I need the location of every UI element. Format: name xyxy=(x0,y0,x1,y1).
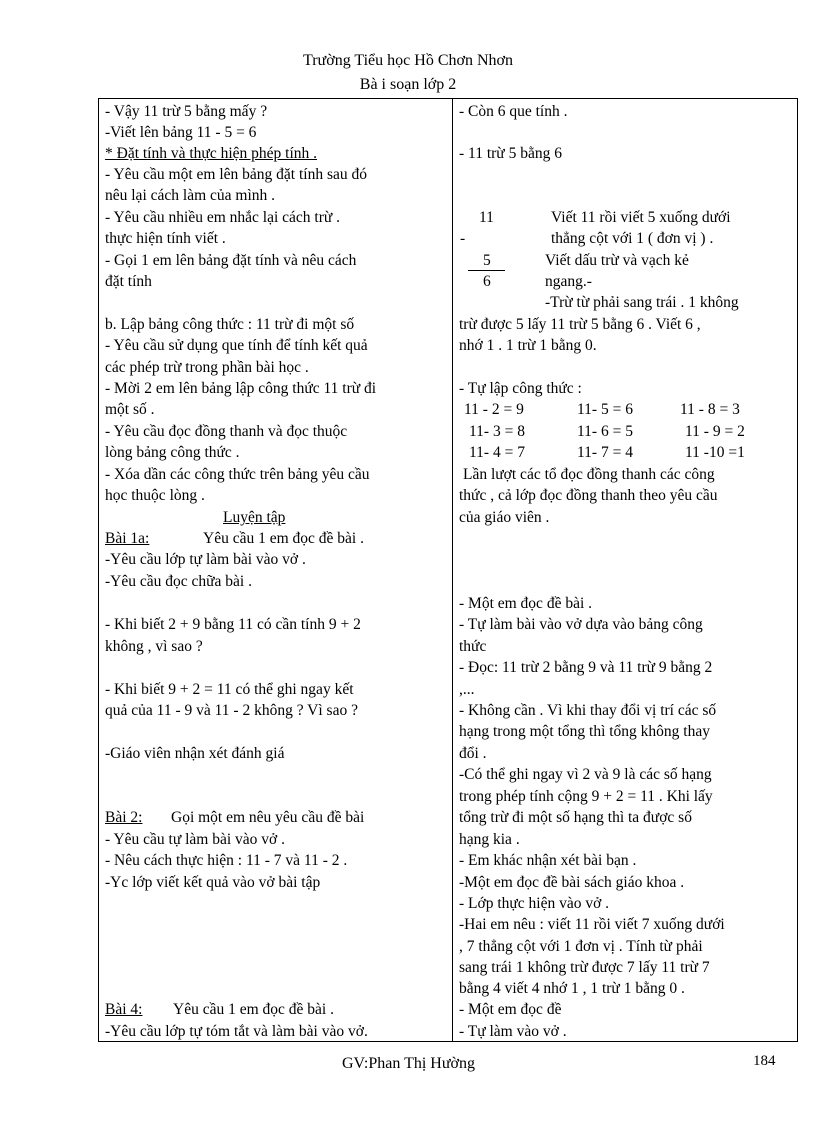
right-line: -Một em đọc đề bài sách giáo khoa . xyxy=(459,874,685,891)
subtrahend: 5 xyxy=(483,252,491,269)
right-line: thẳng cột với 1 ( đơn vị ) . xyxy=(551,230,714,247)
column-divider xyxy=(452,99,453,1041)
left-line: -Yêu cầu lớp tự tóm tắt và làm bài vào vở. xyxy=(105,1023,368,1040)
right-line: - Tự làm bài vào vở dựa vào bảng công xyxy=(459,616,703,633)
formula: 11 - 8 = 3 xyxy=(680,401,740,418)
section-heading: * Đặt tính và thực hiện phép tính . xyxy=(105,145,318,162)
left-line: - Yêu cầu nhiều em nhắc lại cách trừ . xyxy=(105,209,341,226)
left-line: thực hiện tính viết . xyxy=(105,230,226,247)
left-line: - Khi biết 9 + 2 = 11 có thể ghi ngay kết xyxy=(105,681,354,698)
right-line: sang trái 1 không trừ được 7 lấy 11 trừ 7 xyxy=(459,959,710,976)
left-line: -Yêu cầu lớp tự làm bài vào vở . xyxy=(105,551,306,568)
formula: 11- 3 = 8 xyxy=(469,423,525,440)
formula: 11 -10 =1 xyxy=(685,444,745,461)
right-line: tổng trừ đi một số hạng thì ta được số xyxy=(459,809,692,826)
right-line: trừ được 5 lấy 11 trừ 5 bằng 6 . Viết 6 , xyxy=(459,316,701,333)
left-line: các phép trừ trong phần bài học . xyxy=(105,359,309,376)
right-line: hạng kia . xyxy=(459,831,520,848)
right-line: - Em khác nhận xét bài bạn . xyxy=(459,852,637,869)
right-line: -Có thể ghi ngay vì 2 và 9 là các số hạng xyxy=(459,766,712,783)
exercise-label: Bài 4: xyxy=(105,1001,143,1018)
left-line: -Giáo viên nhận xét đánh giá xyxy=(105,745,285,762)
minus-sign: - xyxy=(460,230,466,247)
right-line: - Lớp thực hiện vào vở . xyxy=(459,895,610,912)
left-line: học thuộc lòng . xyxy=(105,487,205,504)
difference: 6 xyxy=(483,273,491,290)
formula: 11- 7 = 4 xyxy=(577,444,633,461)
right-line: - Không cần . Vì khi thay đổi vị trí các số xyxy=(459,702,717,719)
left-line: - Yêu cầu tự làm bài vào vở . xyxy=(105,831,286,848)
right-line: Viết 11 rồi viết 5 xuống dưới xyxy=(551,209,731,226)
left-line: lòng bảng công thức . xyxy=(105,444,240,461)
right-line: - Một em đọc đề xyxy=(459,1001,562,1018)
left-line: -Viết lên bảng 11 - 5 = 6 xyxy=(105,124,257,141)
right-line: - 11 trừ 5 bằng 6 xyxy=(459,145,562,162)
right-line: , 7 thẳng cột với 1 đơn vị . Tính từ phải xyxy=(459,938,703,955)
left-line: một số . xyxy=(105,401,155,418)
left-line: quả của 11 - 9 và 11 - 2 không ? Vì sao ? xyxy=(105,702,358,719)
left-line: -Yc lớp viết kết quả vào vở bài tập xyxy=(105,874,321,891)
left-line: Yêu cầu 1 em đọc đề bài . xyxy=(203,530,364,547)
right-line: - Còn 6 que tính . xyxy=(459,103,568,120)
left-line: - Yêu cầu một em lên bảng đặt tính sau đó xyxy=(105,166,367,183)
right-line: thức xyxy=(459,638,487,655)
formula: 11- 4 = 7 xyxy=(469,444,525,461)
left-line: đặt tính xyxy=(105,273,152,290)
left-line: - Mời 2 em lên bảng lập công thức 11 trừ đi xyxy=(105,380,377,397)
left-line: - Gọi 1 em lên bảng đặt tính và nêu cách xyxy=(105,252,357,269)
right-line: ,... xyxy=(459,681,475,698)
formula: 11- 5 = 6 xyxy=(577,401,633,418)
left-line: Gọi một em nêu yêu cầu đề bài xyxy=(171,809,365,826)
left-line: - Yêu cầu đọc đồng thanh và đọc thuộc xyxy=(105,423,348,440)
right-line: - Tự làm vào vở . xyxy=(459,1023,567,1040)
right-line: của giáo viên . xyxy=(459,509,550,526)
right-line: - Tự lập công thức : xyxy=(459,380,582,397)
right-line: Viết dấu trừ và vạch kẻ xyxy=(545,252,689,269)
left-line: Yêu cầu 1 em đọc đề bài . xyxy=(173,1001,334,1018)
right-line: trong phép tính cộng 9 + 2 = 11 . Khi lấy xyxy=(459,788,713,805)
right-line: hạng trong một tổng thì tổng không thay xyxy=(459,723,710,740)
right-line: - Đọc: 11 trừ 2 bằng 9 và 11 trừ 9 bằng 2 xyxy=(459,659,713,676)
exercise-label: Bài 2: xyxy=(105,809,143,826)
right-line: Lần lượt các tổ đọc đồng thanh các công xyxy=(463,466,715,483)
left-line: - Nêu cách thực hiện : 11 - 7 và 11 - 2 . xyxy=(105,852,348,869)
right-line: thức , cả lớp đọc đồng thanh theo yêu cầu xyxy=(459,487,718,504)
left-line: -Yêu cầu đọc chữa bài . xyxy=(105,573,252,590)
formula: 11 - 2 = 9 xyxy=(464,401,524,418)
left-line: nêu lại cách làm của mình . xyxy=(105,187,276,204)
left-line: - Vậy 11 trừ 5 bằng mấy ? xyxy=(105,103,268,120)
right-line: bằng 4 viết 4 nhớ 1 , 1 trừ 1 bằng 0 . xyxy=(459,980,685,997)
left-line: - Yêu cầu sử dụng que tính để tính kết quả xyxy=(105,337,368,354)
left-line: - Xóa dần các công thức trên bảng yêu cầu xyxy=(105,466,370,483)
lesson-subtitle: Bà i soạn lớp 2 xyxy=(359,76,457,93)
right-line: ngang.- xyxy=(545,273,592,290)
page-number: 184 xyxy=(753,1053,776,1069)
lesson-table xyxy=(98,98,798,1042)
minuend: 11 xyxy=(479,209,494,226)
exercise-label: Bài 1a: xyxy=(105,530,150,547)
formula: 11- 6 = 5 xyxy=(577,423,633,440)
right-line: -Hai em nêu : viết 11 rồi viết 7 xuống dưới xyxy=(459,916,725,933)
right-line: đổi . xyxy=(459,745,487,762)
formula: 11 - 9 = 2 xyxy=(685,423,745,440)
section-heading: b. Lập bảng công thức : 11 trừ đi một số xyxy=(105,316,355,333)
practice-heading: Luyện tập xyxy=(223,509,286,526)
left-line: không , vì sao ? xyxy=(105,638,203,655)
left-line: - Khi biết 2 + 9 bằng 11 có cần tính 9 + 2 xyxy=(105,616,361,633)
teacher-name: GV:Phan Thị Hường xyxy=(342,1055,475,1072)
right-line: nhớ 1 . 1 trừ 1 bằng 0. xyxy=(459,337,597,354)
school-title: Trường Tiểu học Hồ Chơn Nhơn xyxy=(303,52,513,69)
right-line: -Trừ từ phải sang trái . 1 không xyxy=(545,294,739,311)
right-line: - Một em đọc đề bài . xyxy=(459,595,593,612)
